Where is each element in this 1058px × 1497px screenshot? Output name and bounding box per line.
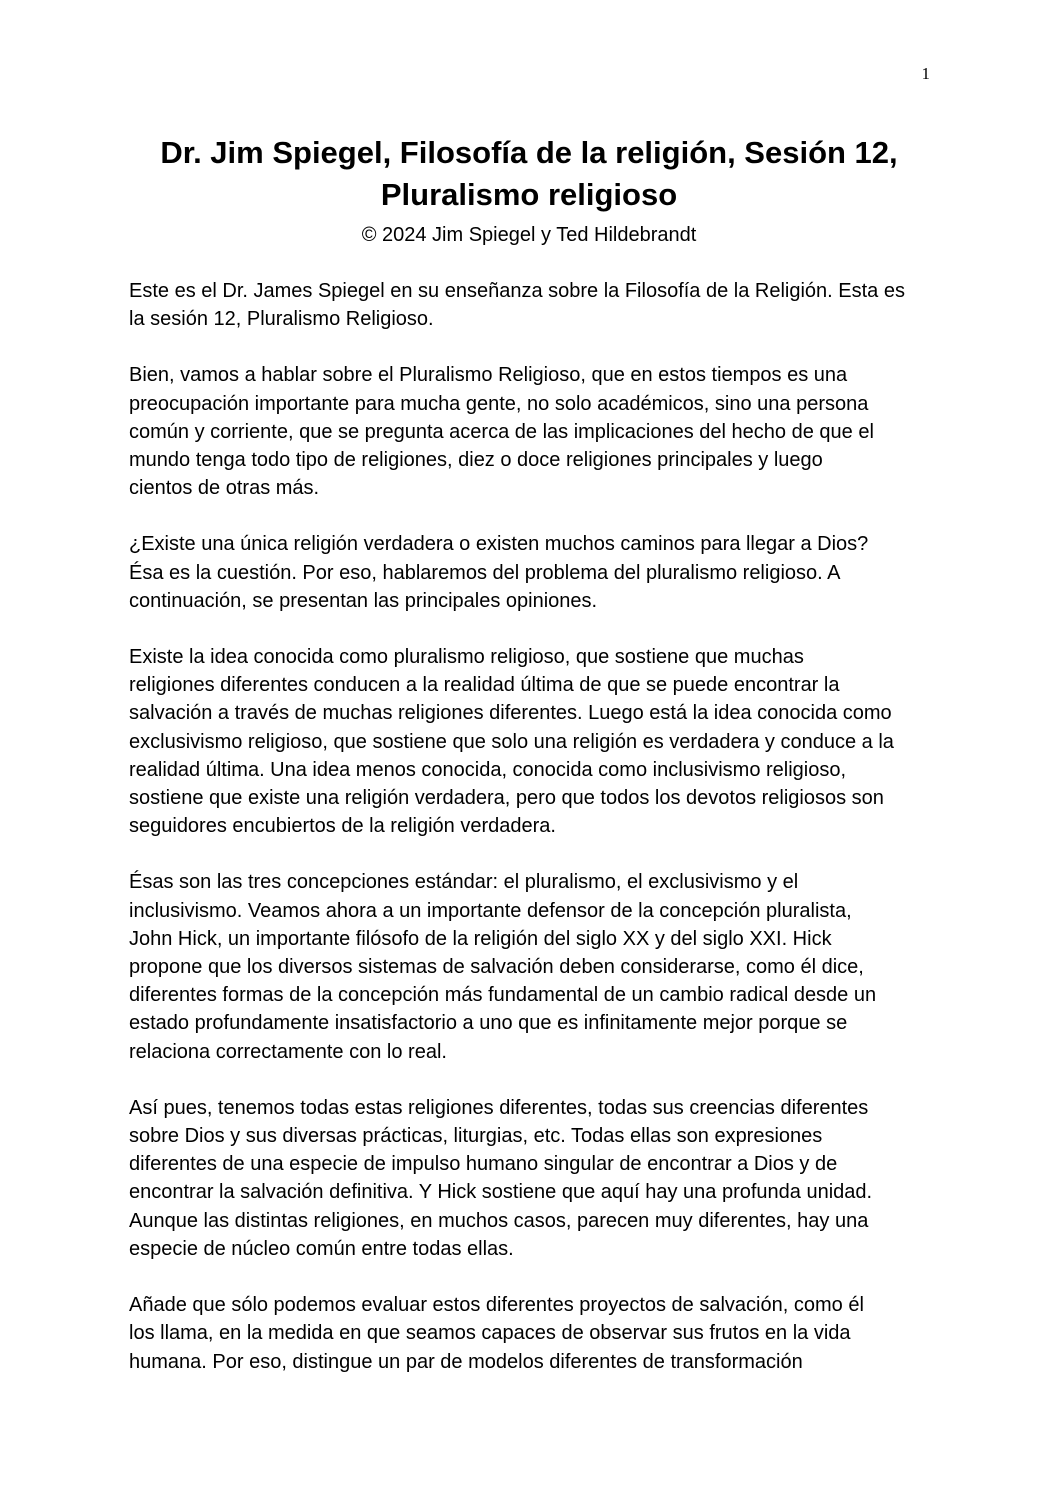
paragraph: Ésas son las tres concepciones estándar: el pluralismo, el exclusivismo y el inclusivismo. Veamos ahora a un importante defensor de la concepción pluralista, John Hick, un importante filósofo de la religión del siglo XX y del siglo XXI. Hick propone que los diversos sistemas de salvación deben considerarse, como él dice, diferentes formas de la concepción más fundamental de un cambio radical desde un estado profundamente insatisfactorio a uno que es infinitamente mejor porque se relaciona correctamente con lo real. [129,871,877,1063]
paragraph: Existe la idea conocida como pluralismo religioso, que sostiene que muchas religiones diferentes conducen a la realidad última de que se puede encontrar la salvación a través de muchas religiones diferentes. Luego está la idea conocida como exclusivismo religioso, que sostiene que solo una religión es verdadera y conduce a la realidad última. Una idea menos conocida, conocida como inclusivismo religioso, sostiene que existe una religión verdadera, pero que todos los devotos religiosos son seguidores encubiertos de la religión verdadera. [129,646,894,838]
page-number: 1 [921,64,930,83]
paragraph: Este es el Dr. James Spiegel en su enseñanza sobre la Filosofía de la Religión. Esta es la sesión 12, Pluralismo Religioso. [129,280,905,331]
paragraph: Bien, vamos a hablar sobre el Pluralismo Religioso, que en estos tiempos es una preocupación importante para mucha gente, no solo académicos, sino una persona común y corriente, que se pregunta acerca de las implicaciones del hecho de que el mundo tenga todo tipo de religiones, diez o doce religiones principales y luego cientos de otras más. [129,364,874,500]
paragraph: Añade que sólo podemos evaluar estos diferentes proyectos de salvación, como él los llama, en la medida en que seamos capaces de observar sus frutos en la vida humana. Por eso, distingue un par de modelos diferentes de transformación [129,1294,864,1373]
document-title: Dr. Jim Spiegel, Filosofía de la religión, Sesión 12, Pluralismo religioso [160,135,898,212]
document-body [129,277,935,1404]
copyright-line: © 2024 Jim Spiegel y Ted Hildebrandt [361,224,697,246]
paragraph: Así pues, tenemos todas estas religiones diferentes, todas sus creencias diferentes sobre Dios y sus diversas prácticas, liturgias, etc. Todas ellas son expresiones diferentes de una especie de impulso humano singular de encontrar a Dios y de encontrar la salvación definitiva. Y Hick sostiene que aquí hay una profunda unidad. Aunque las distintas religiones, en muchos casos, parecen muy diferentes, hay una especie de núcleo común entre todas ellas. [129,1096,873,1260]
paragraph: ¿Existe una única religión verdadera o existen muchos caminos para llegar a Dios? Ésa es la cuestión. Por eso, hablaremos del problema del pluralismo religioso. A continuación, se presentan las principales opiniones. [129,533,869,612]
